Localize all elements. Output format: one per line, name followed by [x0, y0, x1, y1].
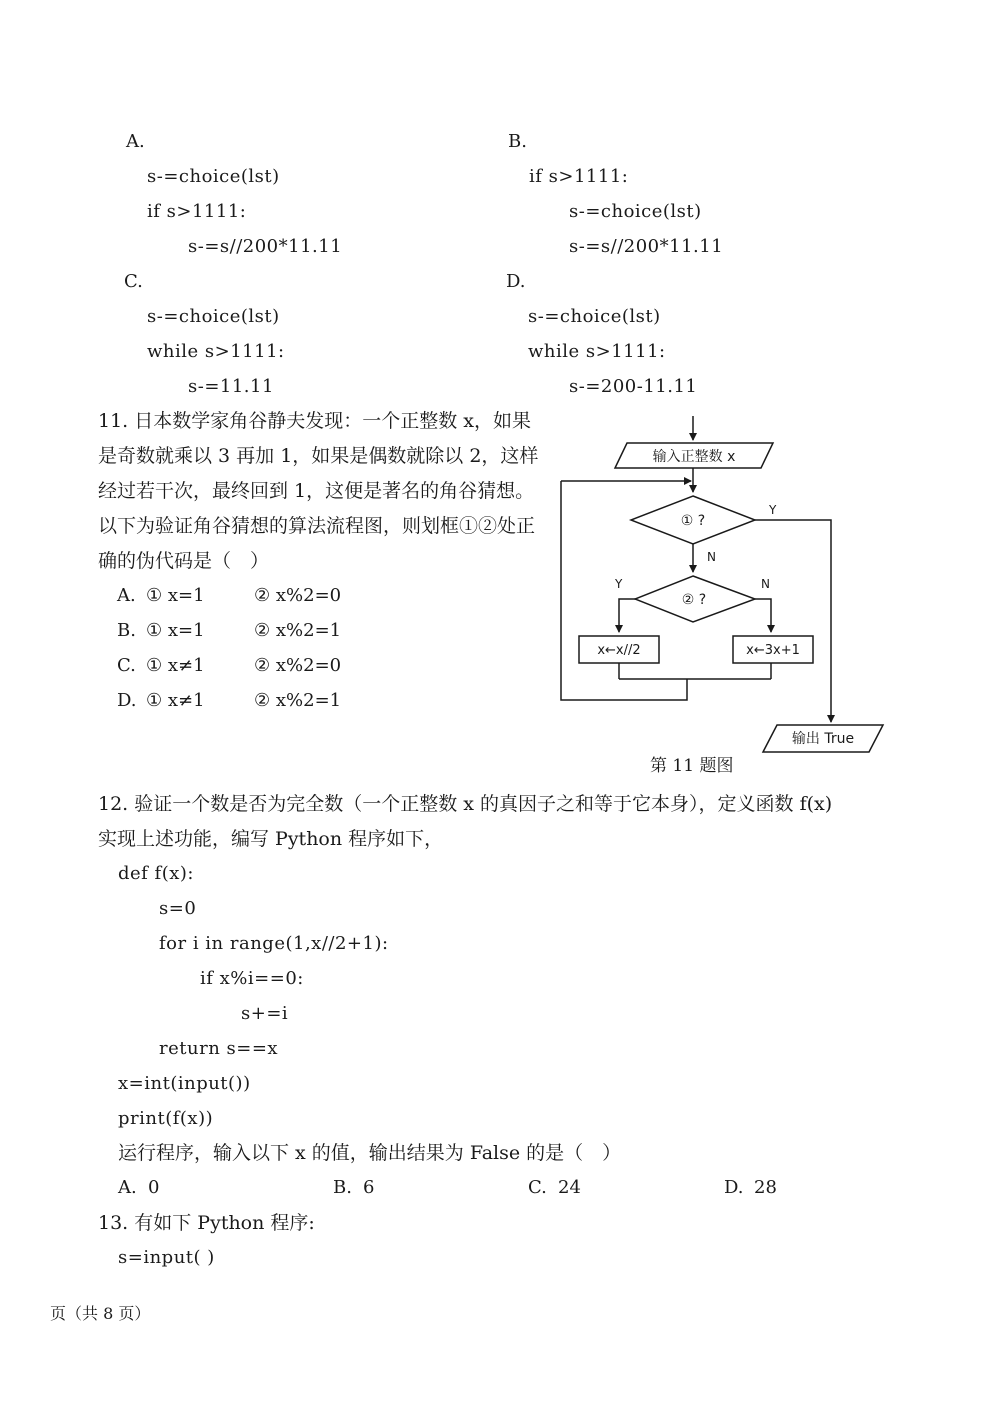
- flow-input-label: 输入正整数 x: [652, 449, 736, 465]
- flow-output-label: 输出 True: [791, 731, 855, 747]
- q12-option-b-label: B.: [333, 1177, 352, 1198]
- q11-flowchart: [555, 408, 895, 754]
- page-footer: 页（共 8 页）: [50, 1304, 151, 1323]
- q10-option-a-label: A.: [126, 131, 145, 152]
- q11-option-a-second: ② x%2=0: [254, 585, 342, 606]
- q10-option-d-line3: s-=200-11.11: [569, 376, 698, 397]
- q12-stem-line1: 12. 验证一个数是否为完全数（一个正整数 x 的真因子之和等于它本身），定义函数 f(x): [98, 793, 833, 815]
- q10-option-b-label: B.: [508, 131, 527, 152]
- q12-question: 运行程序，输入以下 x 的值，输出结果为 False 的是（ ）: [118, 1142, 622, 1164]
- q12-code-line4: if x%i==0:: [200, 968, 304, 989]
- q11-option-d-first: ① x≠1: [146, 690, 205, 711]
- q11-option-c-first: ① x≠1: [146, 655, 205, 676]
- q11-option-b-second: ② x%2=1: [254, 620, 342, 641]
- q11-option-b-label: B.: [117, 620, 136, 641]
- flow-decision2-yes: Y: [615, 577, 623, 591]
- q12-code-line1: def f(x):: [118, 863, 194, 884]
- q11-option-c-label: C.: [117, 655, 136, 676]
- q12-option-b-value: 6: [363, 1177, 375, 1198]
- q10-option-d-line1: s-=choice(lst): [528, 306, 661, 327]
- q10-option-c-line3: s-=11.11: [188, 376, 274, 397]
- q12-option-a-value: 0: [148, 1177, 160, 1198]
- q12-code-line8: print(f(x)): [118, 1108, 214, 1129]
- q13-code-line1: s=input( ): [118, 1247, 215, 1268]
- flow-decision1-no: N: [707, 550, 716, 564]
- flow-process-right-label: x←3x+1: [746, 643, 800, 658]
- q10-option-b-line2: s-=choice(lst): [569, 201, 702, 222]
- q11-figure-caption: 第 11 题图: [650, 756, 734, 776]
- q11-stem: 11. 日本数学家角谷静夫发现：一个正整数 x，如果是奇数就乘以 3 再加 1，如果是偶数就除以 2，这样经过若干次，最终回到 1，这便是著名的角谷猜想。以下为验证角谷猜想的算法流程图，则划框①②处正确的伪代码是（ ）: [98, 410, 539, 572]
- q10-option-c-line2: while s>1111:: [147, 341, 285, 362]
- q10-option-b-line1: if s>1111:: [529, 166, 629, 187]
- q11-option-d-label: D.: [117, 690, 137, 711]
- q10-option-c-line1: s-=choice(lst): [147, 306, 280, 327]
- q11-option-b-first: ① x=1: [146, 620, 205, 641]
- q13-stem: 13. 有如下 Python 程序:: [98, 1212, 315, 1234]
- q12-option-c-label: C.: [528, 1177, 547, 1198]
- q12-code-line7: x=int(input()): [118, 1073, 251, 1094]
- q11-option-a-first: ① x=1: [146, 585, 205, 606]
- q10-option-b-line3: s-=s//200*11.11: [569, 236, 724, 257]
- flow-process-left-label: x←x//2: [597, 643, 641, 658]
- q12-code-line6: return s==x: [159, 1038, 279, 1059]
- q12-option-a-label: A.: [118, 1177, 137, 1198]
- q11-option-c-second: ② x%2=0: [254, 655, 342, 676]
- flow-decision1-label: ① ?: [680, 513, 706, 529]
- flow-decision2-no: N: [761, 577, 770, 591]
- q12-stem-line2: 实现上述功能，编写 Python 程序如下，: [98, 828, 444, 850]
- q10-option-d-line2: while s>1111:: [528, 341, 666, 362]
- q12-option-d-value: 28: [754, 1177, 777, 1198]
- q11-option-a-label: A.: [117, 585, 136, 606]
- q10-option-a-line2: if s>1111:: [147, 201, 247, 222]
- q12-code-line3: for i in range(1,x//2+1):: [159, 933, 389, 954]
- q10-option-a-line3: s-=s//200*11.11: [188, 236, 343, 257]
- flow-decision2-label: ② ?: [681, 592, 707, 608]
- q10-option-c-label: C.: [124, 271, 143, 292]
- q12-option-c-value: 24: [558, 1177, 581, 1198]
- q12-option-d-label: D.: [724, 1177, 744, 1198]
- q10-option-d-label: D.: [506, 271, 526, 292]
- q10-option-a-line1: s-=choice(lst): [147, 166, 280, 187]
- q12-code-line5: s+=i: [241, 1003, 289, 1024]
- q11-option-d-second: ② x%2=1: [254, 690, 342, 711]
- flow-decision1-yes: Y: [769, 503, 777, 517]
- q12-code-line2: s=0: [159, 898, 197, 919]
